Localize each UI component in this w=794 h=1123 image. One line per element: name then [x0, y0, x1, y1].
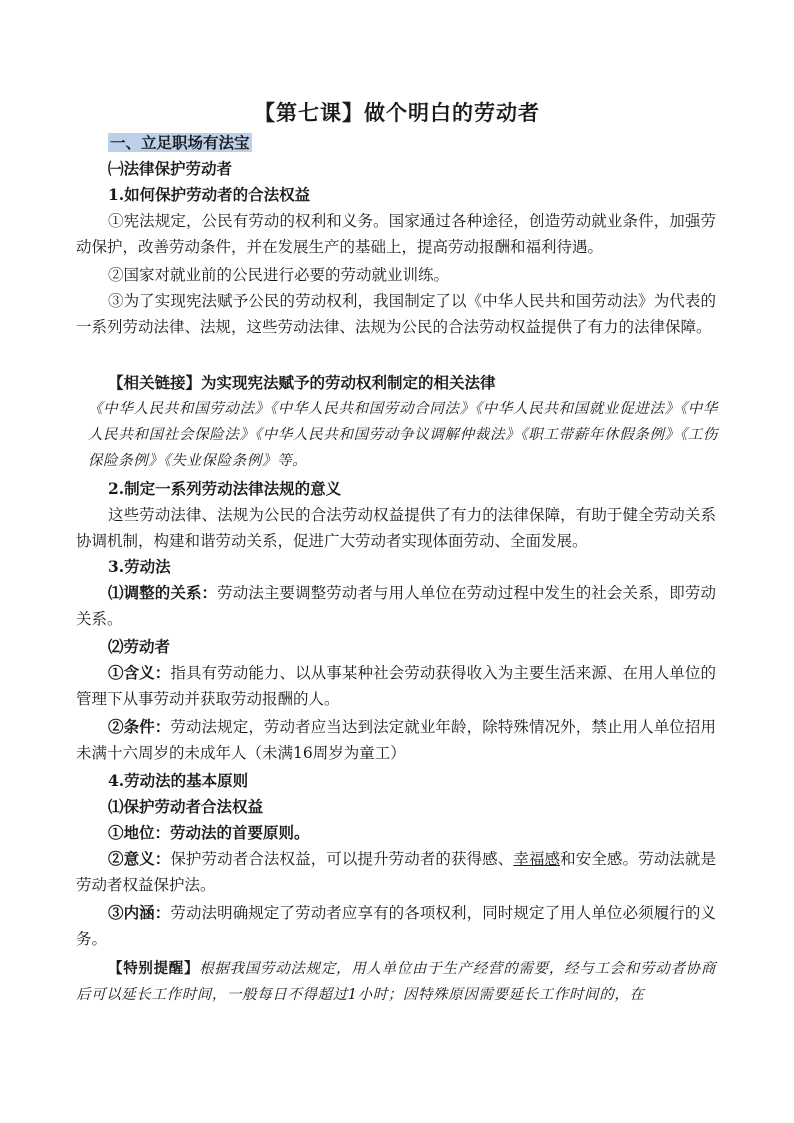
text-significance-c: 和安全感。劳动法就是劳动者权益保护法。 — [76, 850, 716, 894]
highlighted-heading: 一、立足职场有法宝 — [110, 133, 250, 152]
subsection-heading: ㈠法律保护劳动者 — [108, 159, 233, 178]
label-reminder: 【特别提醒】 — [108, 960, 200, 977]
paragraph-6 — [76, 660, 716, 712]
related-link-heading: 【相关链接】为实现宪法赋予的劳动权利制定的相关法律 — [108, 373, 496, 392]
paragraph-4: 这些劳动法律、法规为公民的合法劳动权益提供了有力的法律保障，有助于健全劳动关系协调机制，构建和谐劳动关系，促进广大劳动者实现体面劳动、全面发展。 — [76, 506, 716, 550]
paragraph-2: ②国家对就业前的公民进行必要的劳动就业训练。 — [108, 266, 450, 284]
paragraph-3: ③为了实现宪法赋予公民的劳动权利，我国制定了以《中华人民共和国劳动法》为代表的一系列劳动法律、法规，这些劳动法律、法规为公民的合法劳动权益提供了有力的法律保障。 — [76, 292, 716, 336]
label-content: ③内涵： — [108, 903, 171, 922]
question-heading-4: 4.劳动法的基本原则 — [108, 771, 249, 790]
page-title: 【第七课】做个明白的劳动者 — [254, 100, 540, 125]
text-content: 劳动法明确规定了劳动者应享有的各项权利，同时规定了用人单位必须履行的义务。 — [76, 904, 716, 948]
paragraph-5 — [76, 580, 716, 632]
paragraph-7 — [76, 714, 716, 766]
label-meaning: ①含义： — [108, 663, 171, 682]
question-heading-1: 1.如何保护劳动者的合法权益 — [108, 185, 311, 204]
question-heading-2: 2.制定一系列劳动法律法规的意义 — [108, 479, 342, 498]
special-reminder — [76, 956, 716, 1008]
section-heading — [108, 132, 252, 154]
question-heading-3: 3.劳动法 — [108, 557, 171, 576]
paragraph-10 — [76, 900, 716, 952]
related-link-text: 《中华人民共和国劳动法》《中华人民共和国劳动合同法》《中华人民共和国就业促进法》《中华人民共和国社会保险法》《中华人民共和国劳动争议调解仲裁法》《职工带薪年休假条例》《工伤保险条例》《失业保险条例》等。 — [88, 401, 718, 469]
label-significance: ②意义： — [108, 849, 171, 868]
text-relation: 劳动法主要调整劳动者与用人单位在劳动过程中发生的社会关系，即劳动关系。 — [76, 584, 716, 628]
paragraph-1: ①宪法规定，公民有劳动的权利和义务。国家通过各种途径，创造劳动就业条件，加强劳动保护，改善劳动条件，并在发展生产的基础上，提高劳动报酬和福利待遇。 — [76, 212, 716, 256]
label-condition: ②条件： — [108, 717, 171, 736]
text-reminder: 根据我国劳动法规定，用人单位由于生产经营的需要，经与工会和劳动者协商后可以延长工作时间，一般每日不得超过1小时；因特殊原因需要延长工作时间的，在 — [76, 961, 716, 1003]
paragraph-8: ①地位：劳动法的首要原则。 — [108, 823, 310, 842]
label-relation: ⑴调整的关系： — [108, 583, 218, 602]
underlined-word: 幸福感 — [513, 850, 561, 868]
text-significance-a: 保护劳动者合法权益，可以提升劳动者的获得感、 — [170, 850, 514, 868]
worker-heading: ⑵劳动者 — [108, 637, 171, 656]
text-meaning: 指具有劳动能力、以从事某种社会劳动获得收入为主要生活来源、在用人单位的管理下从事劳动并获取劳动报酬的人。 — [76, 664, 716, 708]
principle-heading: ⑴保护劳动者合法权益 — [108, 797, 264, 816]
text-condition: 劳动法规定，劳动者应当达到法定就业年龄，除特殊情况外，禁止用人单位招用未满十六周岁的未成年人（未满16周岁为童工） — [76, 718, 716, 762]
paragraph-9 — [76, 846, 716, 898]
